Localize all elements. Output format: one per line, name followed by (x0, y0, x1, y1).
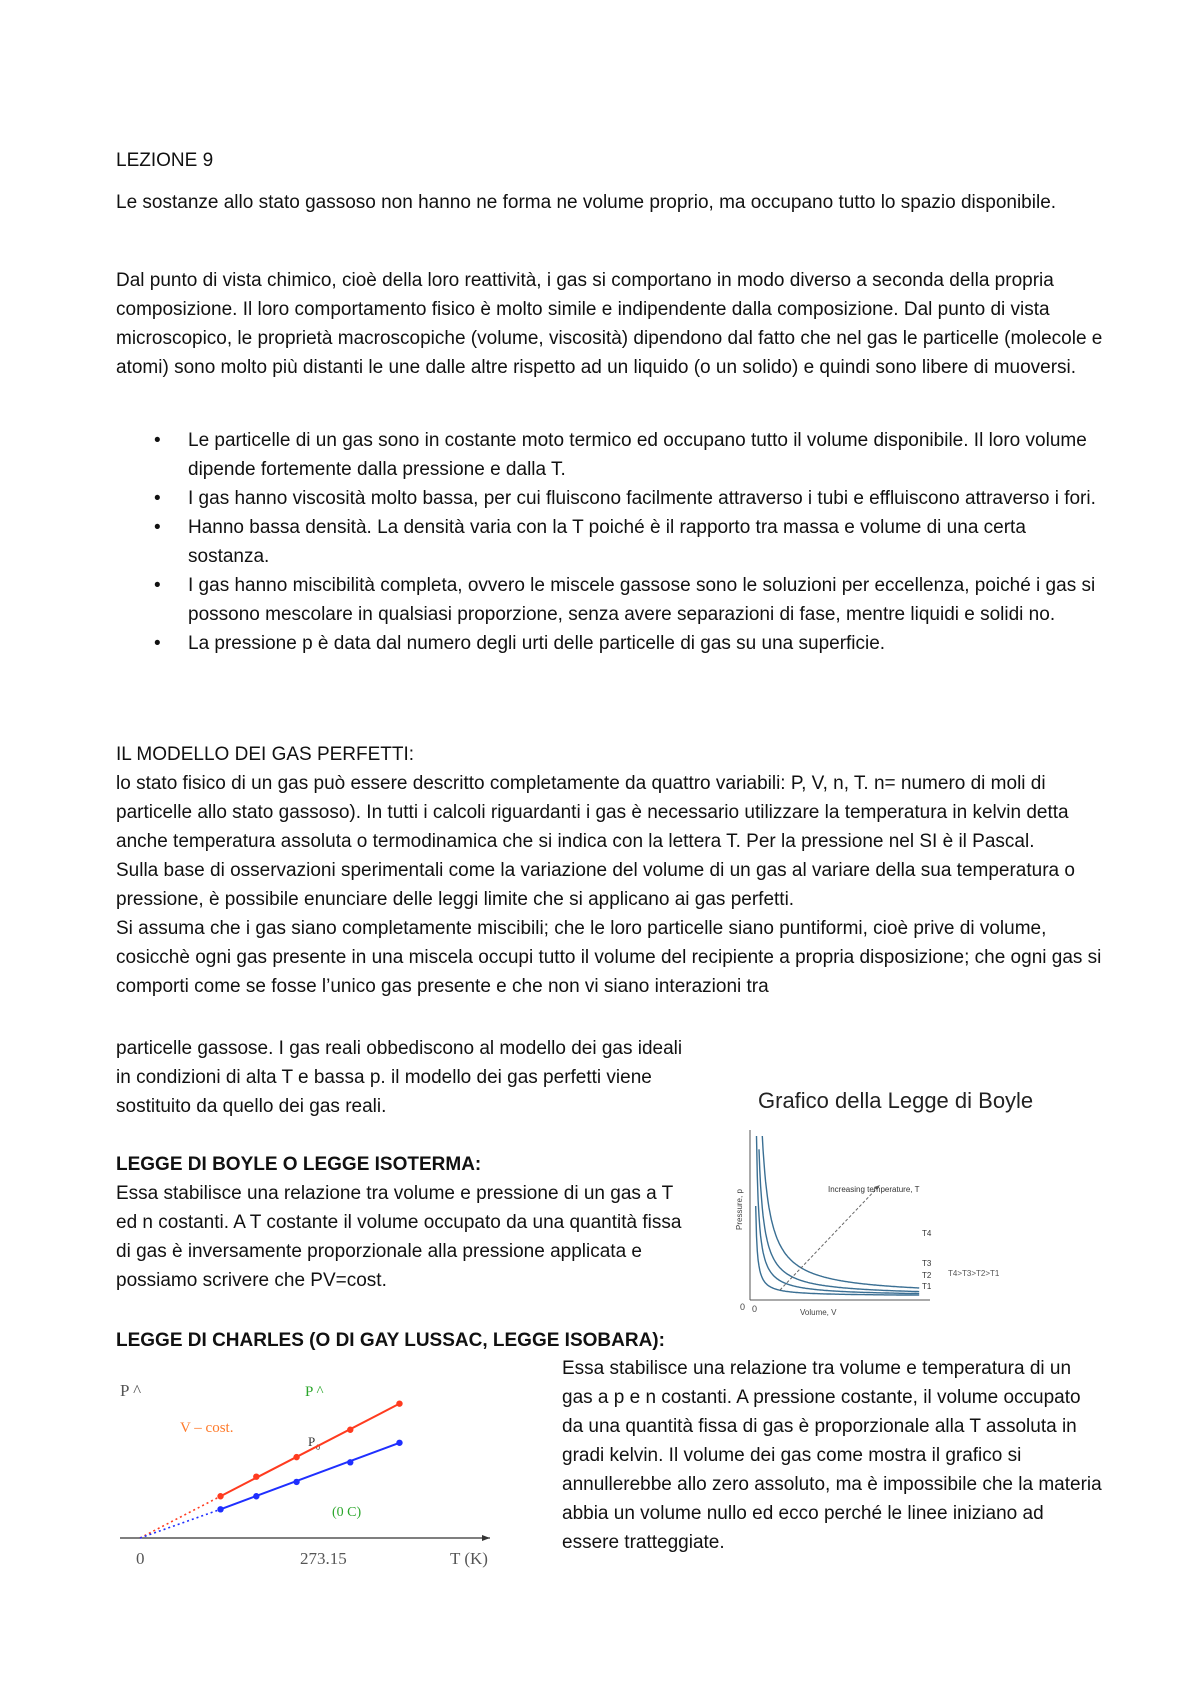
x-axis-label: T (K) (450, 1549, 488, 1568)
v-cost-label: V – cost. (180, 1420, 234, 1436)
chemistry-paragraph: Dal punto di vista chimico, cioè della loro reattività, i gas si comportano in modo diverso a seconda della propria composizione. Il loro comportamento fisico è molto simile e indipendente dalla composizione. Dal punto di vista microscopico, le proprietà macroscopiche (volume, viscosità) dipendono dal fatto che nel gas le particelle (molecole e atomi) sono molto più distanti le une dalle altre rispetto ad un liquido (o un solido) e quindi sono libere di muoversi. (116, 270, 1103, 378)
bullet-icon: • (154, 633, 161, 654)
charles-paragraph: Essa stabilisce una relazione tra volume e temperatura di un gas a p e n costanti. A pressione costante, il volume occupato da una quantità fissa di gas è proporzionale alla T assoluta in gradi kelvin. Il volume dei gas come mostra il grafico si annullerebbe allo zero assoluto, ma è impossibile che la materia abbia un volume nullo ed ecco perché le linee iniziano ad essere tratteggiate. (562, 1358, 1102, 1553)
p-up-label: P ^ (305, 1384, 324, 1400)
data-point (396, 1440, 402, 1446)
axis-arrow-icon (482, 1535, 490, 1541)
data-point (347, 1427, 353, 1433)
real-gas-paragraph: particelle gassose. I gas reali obbediscono al modello dei gas ideali in condizioni di alta T e bassa p. il modello dei gas perfetti viene sostituito da quello dei gas reali. (116, 1038, 683, 1117)
paragraph: lo stato fisico di un gas può essere descritto completamente da quattro variabili: P, V, n, T. n= numero di moli di particelle allo stato gassoso). In tutti i calcoli riguardanti i gas è necessario utilizzare la temperatura in kelvin detta anche temperatura assoluta o termodinamica che si indica con la lettera T. Per la pressione nel SI è il Pascal. (116, 773, 1069, 852)
data-point (217, 1506, 223, 1512)
bullet-icon: • (154, 575, 161, 596)
list-item: • I gas hanno miscibilità completa, ovvero le miscele gassose sono le soluzioni per eccellenza, poiché i gas si possono mescolare in qualsiasi proporzione, senza avere separazioni di fase, mentre liquidi e solidi no. (116, 571, 1096, 629)
annotation-label: Increasing temperature, T (828, 1185, 920, 1194)
arrow-line (780, 1185, 880, 1290)
p0-label: P (308, 1434, 316, 1449)
boyle-section (116, 1150, 696, 1295)
bullet-icon: • (154, 430, 161, 451)
series-line (221, 1443, 400, 1510)
origin-label: 0 (740, 1302, 746, 1312)
series-label: T3 (922, 1259, 932, 1268)
paragraph: Si assuma che i gas siano completamente miscibili; che le loro particelle siano puntiformi, cioè prive di volume, cosicchè ogni gas presente in una miscela occupi tutto il volume del recipiente a propria disposizione; che ogni gas si comporti come se fosse l’unico gas presente e che non vi siano interazioni tra (116, 918, 1102, 997)
x-origin-label: 0 (752, 1304, 758, 1314)
bullet-icon: • (154, 488, 161, 509)
data-point (396, 1400, 402, 1406)
series-line (759, 1149, 919, 1291)
charles-chart (120, 1370, 560, 1590)
section-heading: LEGGE DI CHARLES (O DI GAY LUSSAC, LEGGE ISOBARA): (116, 1330, 665, 1351)
lesson-title: LEZIONE 9 (116, 150, 214, 171)
paragraph: Essa stabilisce una relazione tra volume e pressione di un gas a T ed n costanti. A T costante il volume occupato da una quantità fissa di gas è inversamente proporzionale alla pressione applicata e possiamo scrivere che PV=cost. (116, 1183, 682, 1291)
list-item: • La pressione p è data dal numero degli urti delle particelle di gas su una superficie. (116, 629, 1096, 658)
data-point (253, 1473, 259, 1479)
series-line (762, 1136, 919, 1288)
p0-subscript: 0 (316, 1443, 320, 1452)
section-heading: LEGGE DI BOYLE O LEGGE ISOTERMA: (116, 1154, 482, 1175)
data-point (217, 1493, 223, 1499)
list-item: • Hanno bassa densità. La densità varia con la T poiché è il rapporto tra massa e volume di una certa sostanza. (116, 513, 1096, 571)
series-line (757, 1136, 920, 1294)
series-label: T4 (922, 1229, 932, 1238)
properties-list (116, 426, 1096, 658)
series-dotted-line (140, 1509, 221, 1538)
paragraph: Sulla base di osservazioni sperimentali come la variazione del volume di un gas al variare della sua temperatura o pressione, è possibile enunciare delle leggi limite che si applicano ai gas perfetti. (116, 860, 1075, 910)
y-axis-label: P ^ (120, 1381, 142, 1400)
section-heading: IL MODELLO DEI GAS PERFETTI: (116, 744, 415, 765)
zero-c-label: (0 C) (332, 1505, 362, 1520)
series-label: T2 (922, 1271, 932, 1280)
chart-title: Grafico della Legge di Boyle (758, 1088, 1034, 1113)
data-point (293, 1479, 299, 1485)
x-axis-label: Volume, V (800, 1308, 837, 1317)
tick-label: 273.15 (300, 1549, 347, 1568)
series-label: T1 (922, 1282, 932, 1291)
list-item: • Le particelle di un gas sono in costante moto termico ed occupano tutto il volume disponibile. Il loro volume dipende fortemente dalla pressione e dalla T. (116, 426, 1096, 484)
data-point (253, 1493, 259, 1499)
series-dotted-line (140, 1496, 221, 1538)
series-line (221, 1404, 400, 1497)
y-axis-label: Pressure, p (735, 1189, 744, 1230)
data-point (293, 1454, 299, 1460)
series-line (756, 1206, 920, 1295)
boyle-chart (720, 1080, 1100, 1340)
intro-paragraph: Le sostanze allo stato gassoso non hanno ne forma ne volume proprio, ma occupano tutto lo spazio disponibile. (116, 192, 1057, 213)
tick-label: 0 (136, 1549, 145, 1568)
ideal-gas-section (116, 740, 1116, 1001)
list-item: • I gas hanno viscosità molto bassa, per cui fluiscono facilmente attraverso i tubi e effluiscono attraverso i fori. (116, 484, 1096, 513)
order-note: T4>T3>T2>T1 (948, 1269, 1000, 1278)
bullet-icon: • (154, 517, 161, 538)
data-point (347, 1459, 353, 1465)
